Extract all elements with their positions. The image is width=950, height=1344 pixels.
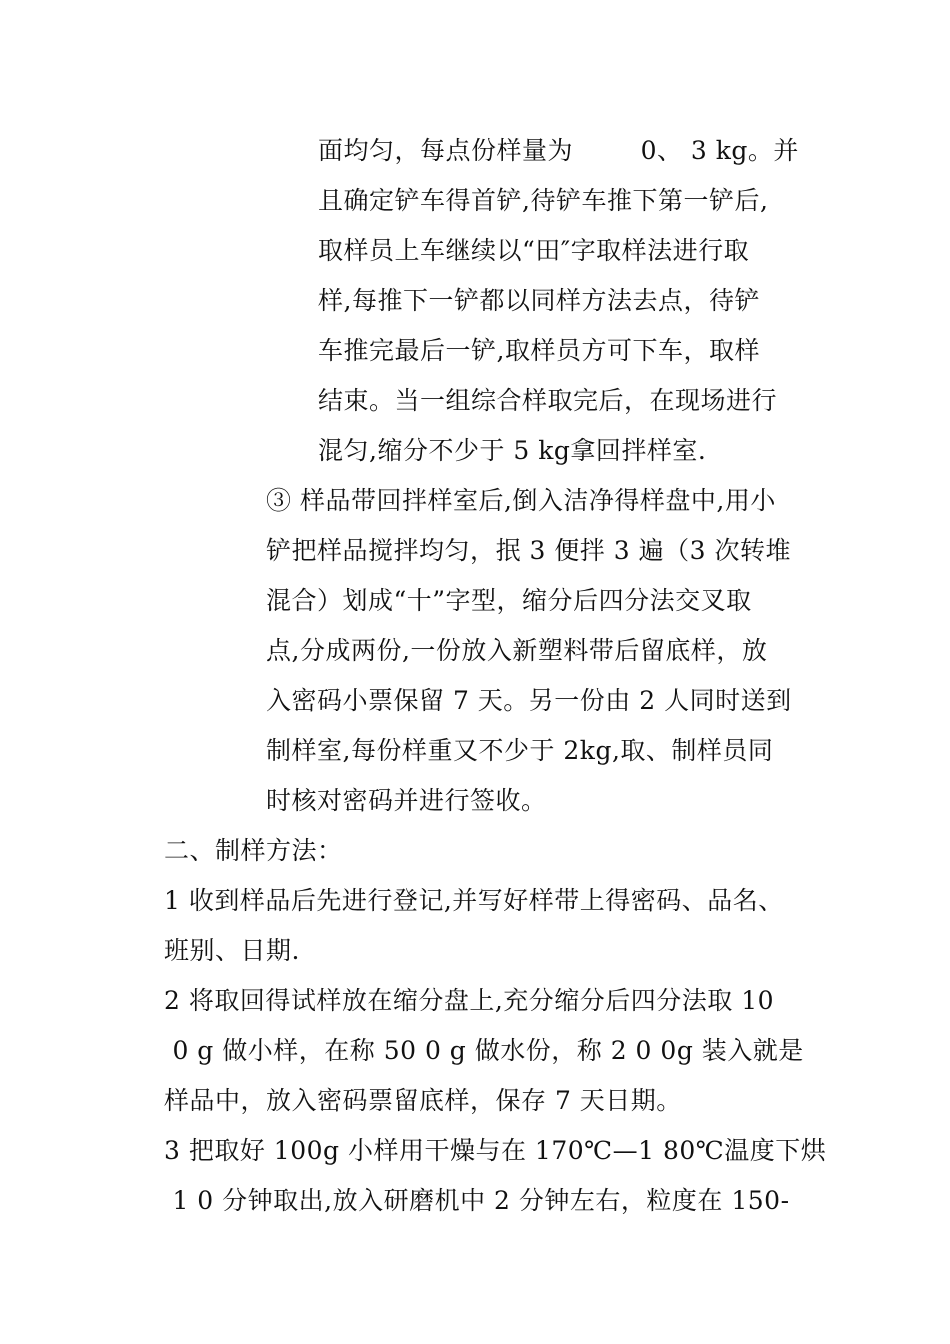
text-line: 制样室,每份样重又不少于 2kg,取、制样员同 (266, 736, 774, 765)
text-line: 1 收到样品后先进行登记,并写好样带上得密码、品名、 (164, 886, 784, 915)
text-line: 面均匀，每点份样量为 0、 3 kg。并 (318, 136, 799, 165)
text-line: 点,分成两份,一份放入新塑料带后留底样，放 (266, 636, 768, 665)
text-line: ③ 样品带回拌样室后,倒入洁净得样盘中,用小 (266, 486, 776, 515)
text-line: 结束。当一组综合样取完后，在现场进行 (318, 386, 778, 415)
text-line: 3 把取好 100g 小样用干燥与在 170℃—1 80℃温度下烘 (164, 1136, 827, 1165)
text-line: 2 将取回得试样放在缩分盘上,充分缩分后四分法取 10 (164, 986, 775, 1015)
text-line: 且确定铲车得首铲,待铲车推下第一铲后, (318, 186, 769, 215)
text-line: 样品中，放入密码票留底样，保存 7 天日期。 (164, 1086, 682, 1115)
text-line: 入密码小票保留 7 天。另一份由 2 人同时送到 (266, 686, 792, 715)
text-line: 取样员上车继续以“田″字取样法进行取 (318, 236, 750, 265)
text-line: 班别、日期. (164, 936, 300, 965)
text-line: 1 0 分钟取出,放入研磨机中 2 分钟左右，粒度在 150- (164, 1186, 790, 1215)
section-heading: 二、制样方法： (164, 836, 343, 865)
text-line: 样,每推下一铲都以同样方法去点，待铲 (318, 286, 760, 315)
text-line: 混合）划成“十”字型，缩分后四分法交叉取 (266, 586, 752, 615)
text-line: 时核对密码并进行签收。 (266, 786, 547, 815)
text-line: 0 g 做小样，在称 50 0 g 做水份，称 2 0 0g 装入就是 (164, 1036, 804, 1065)
text-line: 车推完最后一铲,取样员方可下车，取样 (318, 336, 760, 365)
text-line: 混匀,缩分不少于 5 kg拿回拌样室. (318, 436, 707, 465)
text-line: 铲把样品搅拌均匀，抿 3 便拌 3 遍（3 次转堆 (266, 536, 791, 565)
